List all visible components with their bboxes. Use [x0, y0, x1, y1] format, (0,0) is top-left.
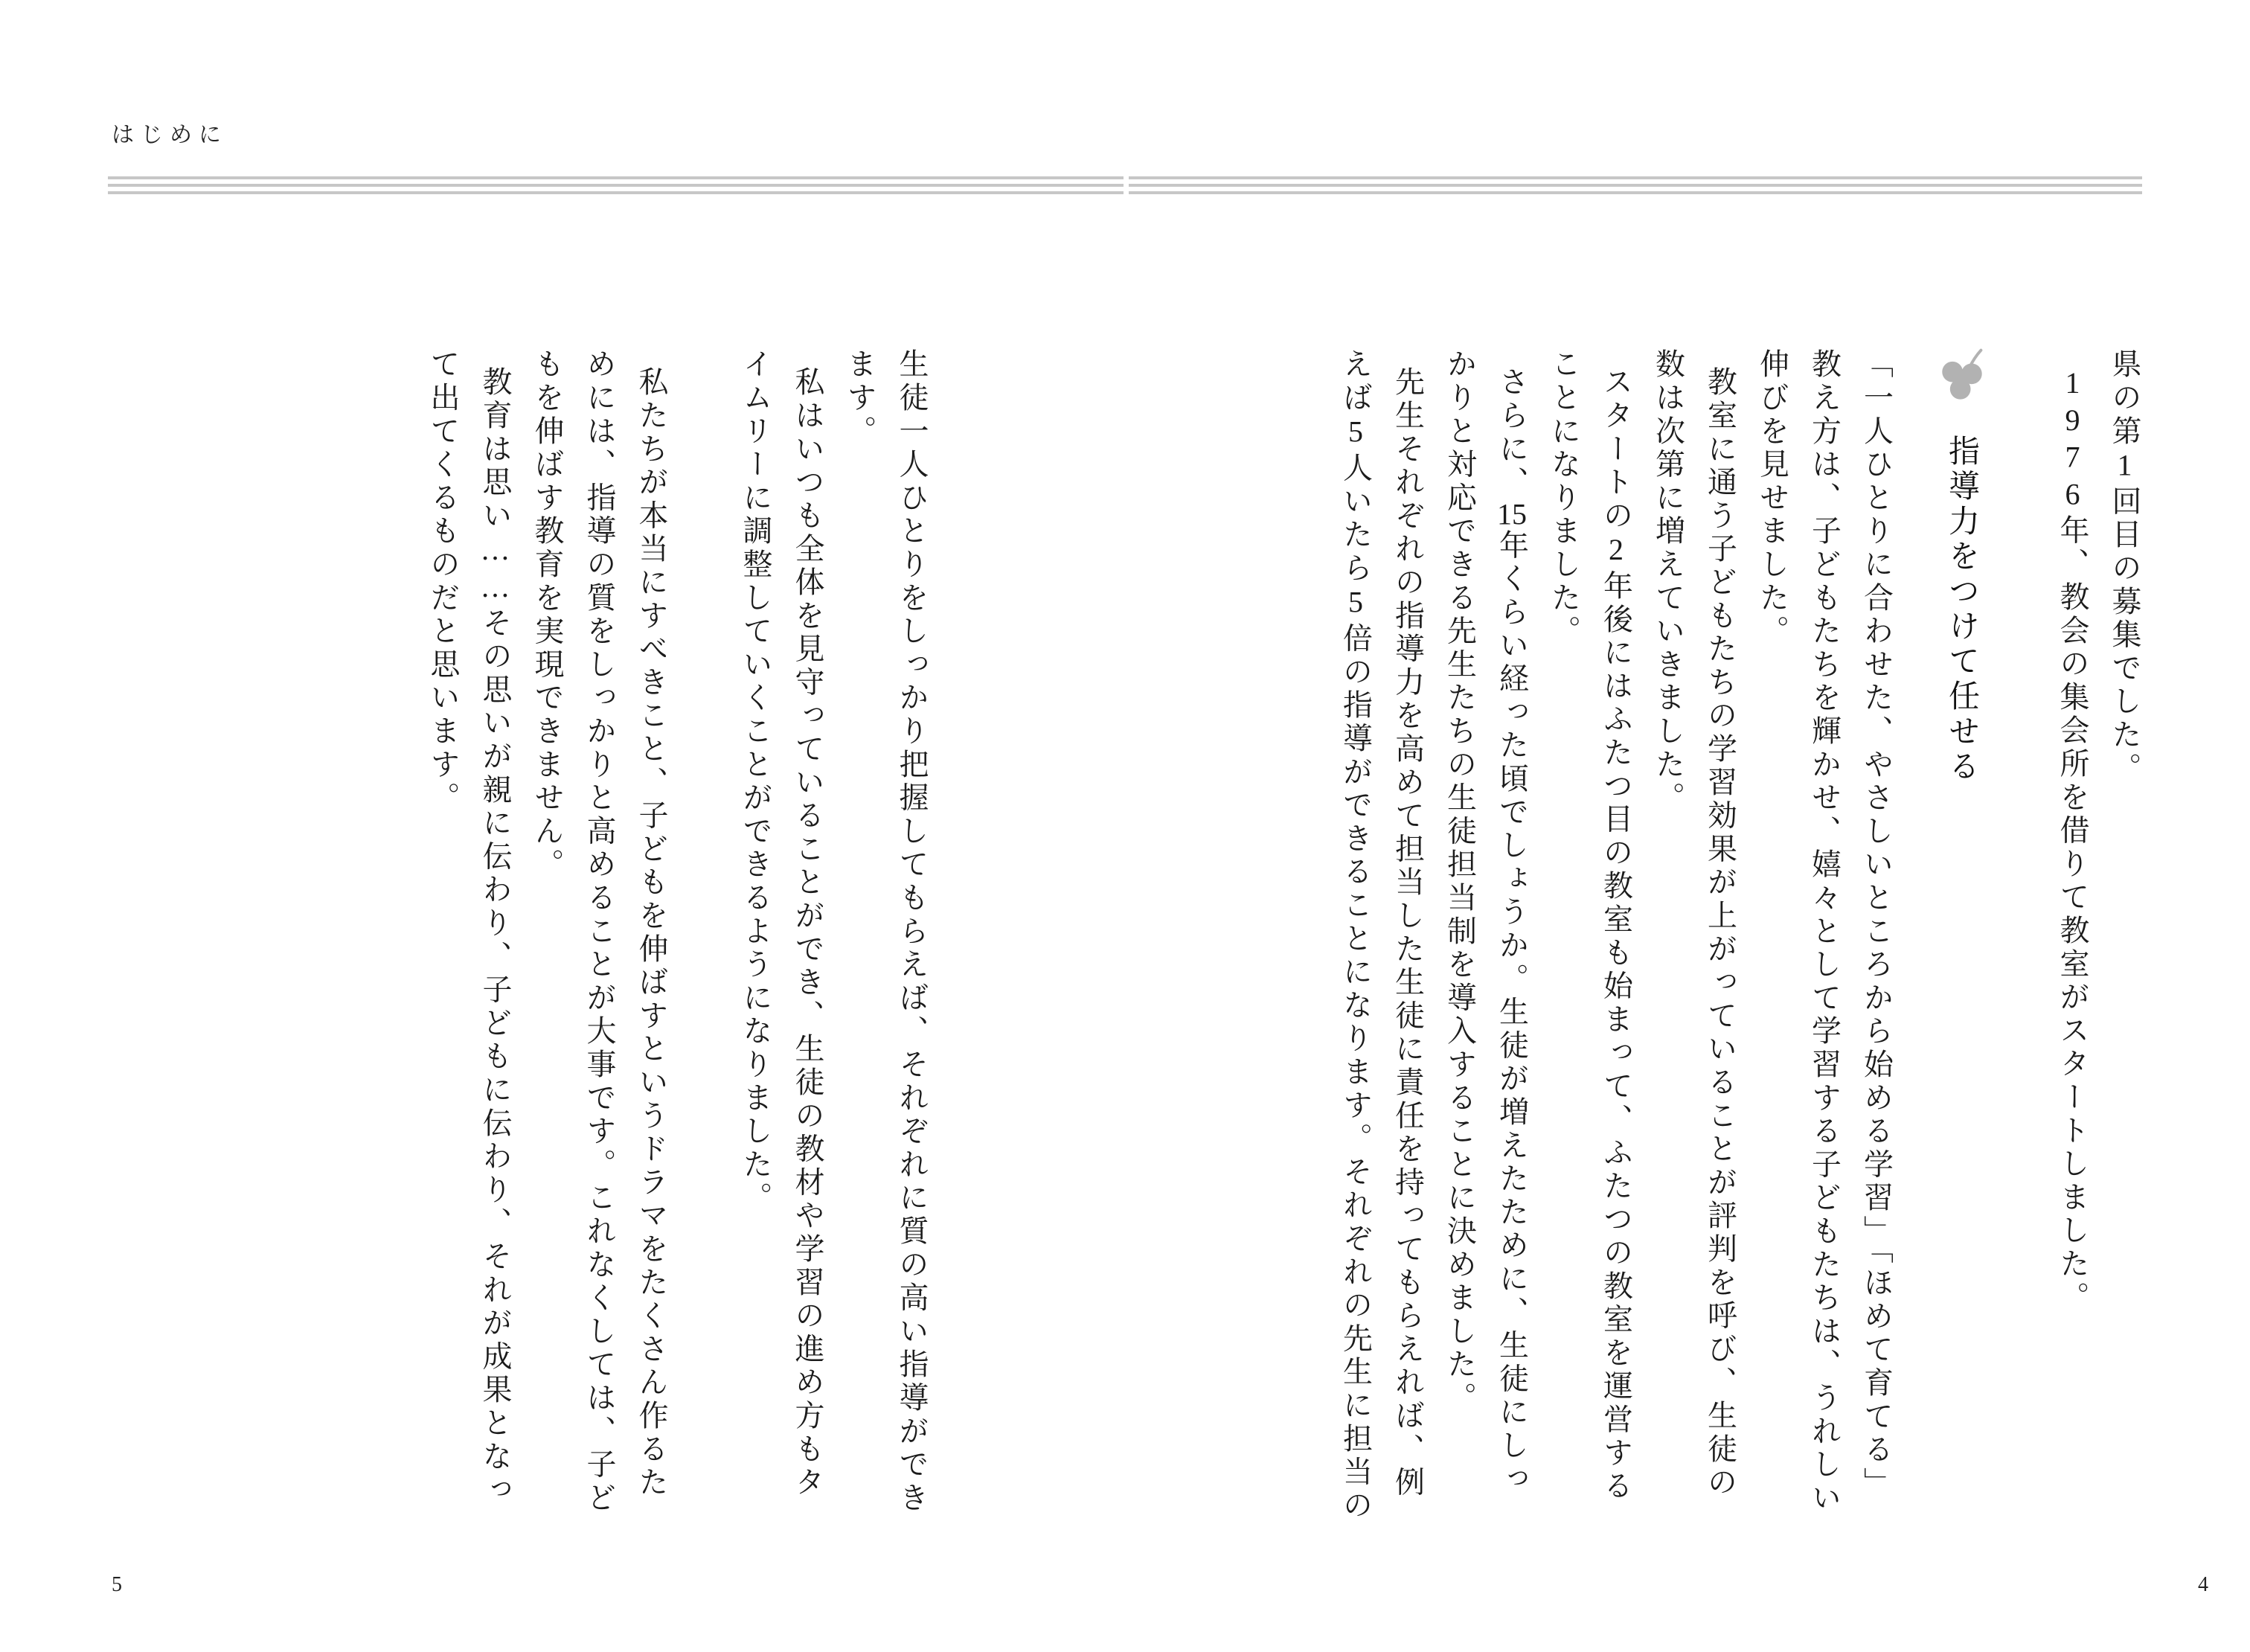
text-column: 県の第1回目の募集でした。 [2108, 348, 2141, 786]
text-column: 1976年、教会の集会所を借りて教室がスタートしました。 [2056, 366, 2089, 1315]
page-left-text [417, 348, 938, 1584]
text-column: 数は次第に増えていきました。 [1651, 348, 1685, 816]
page-number-left: 5 [112, 1573, 122, 1596]
text-column: 先生それぞれの指導力を高めて担当した生徒に責任を持ってもらえれば、例 [1391, 366, 1425, 1500]
rule-bar [1129, 191, 2142, 194]
rule-bar [108, 184, 1124, 187]
rule-bar [1129, 176, 2142, 179]
text-column: ます。 [843, 348, 876, 449]
text-column: かりと対応できる先生たちの生徒担当制を導入することに決めました。 [1443, 348, 1477, 1415]
rule-bar [1129, 184, 2142, 187]
text-column: 教室に通う子どもたちの学習効果が上がっていることが評判を呼び、生徒の [1703, 366, 1737, 1500]
page-right-text [1330, 348, 2151, 1584]
rule-bar [108, 191, 1124, 194]
rule-bar [108, 176, 1124, 179]
text-column: ことになりました。 [1547, 348, 1581, 649]
page-number-right: 4 [2198, 1573, 2208, 1596]
section-heading-label: 指導力をつけて任せる [1944, 435, 1978, 785]
running-head: はじめに [112, 123, 228, 147]
clover-icon [1934, 348, 1989, 400]
text-column: 生徒一人ひとりをしっかり把握してもらえば、それぞれに質の高い指導ができ [895, 348, 929, 1515]
section-heading [1934, 348, 1989, 1584]
text-column: もを伸ばす教育を実現できません。 [531, 348, 564, 882]
text-segment: 年くらい経った頃でしょうか。生徒が増えたために、生徒にしっ [1495, 529, 1529, 1496]
text-column: スタートの2年後にはふたつ目の教室も始まって、ふたつの教室を運営する [1599, 366, 1633, 1504]
text-column: 私はいつも全体を見守っていることができ、生徒の教材や学習の進め方もタ [791, 366, 824, 1500]
text-column: イムリーに調整していくことができるようになりました。 [739, 348, 772, 1215]
header-rule-right [1129, 176, 2142, 199]
text-column [1486, 348, 1538, 1584]
paragraph-gap [677, 348, 729, 1584]
text-column: 伸びを見せました。 [1755, 348, 1789, 649]
text-column: 教え方は、子どもたちを輝かせ、嬉々として学習する子どもたちは、うれしい [1807, 348, 1842, 1515]
text-column: て出てくるものだと思います。 [426, 348, 460, 816]
text-column: 私たちが本当にすべきこと、子どもを伸ばすというドラマをたくさん作るた [635, 366, 668, 1500]
text-column: 教育は思い……その思いが親に伝わり、子どもに伝わり、それが成果となっ [478, 366, 512, 1508]
text-column: 「一人ひとりに合わせた、やさしいところから始める学習」「ほめて育てる」 [1859, 348, 1894, 1500]
text-column: めには、指導の質をしっかりと高めることが大事です。これなくしては、子ど [583, 348, 616, 1515]
header-rule-left [108, 176, 1124, 199]
text-column: えば5人いたら5倍の指導ができることになります。それぞれの先生に担当の [1339, 348, 1373, 1523]
text-segment: さらに、 [1495, 366, 1529, 500]
tatechuyoko-number: 15 [1497, 499, 1527, 530]
